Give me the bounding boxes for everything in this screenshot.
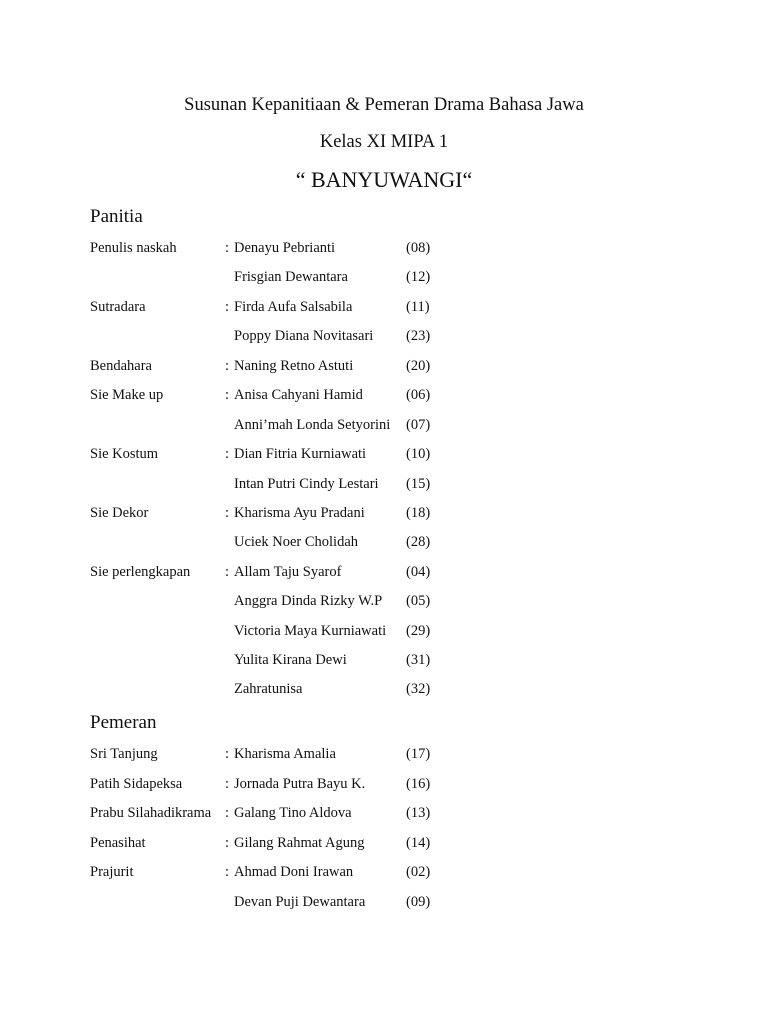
panitia-row (0, 355, 768, 377)
panitia-row (0, 266, 768, 288)
colon: : (225, 358, 230, 374)
colon: : (225, 240, 230, 256)
member-name: Devan Puji Dewantara (234, 894, 366, 910)
member-number: (12) (406, 269, 431, 285)
member-name: Denayu Pebrianti (234, 240, 336, 256)
member-number: (07) (406, 417, 431, 433)
member-number: (11) (406, 299, 430, 315)
member-number: (05) (406, 593, 431, 609)
member-number: (29) (406, 623, 431, 639)
panitia-row (0, 590, 768, 612)
role-label: Sie perlengkapan (90, 564, 191, 580)
member-name: Anggra Dinda Rizky W.P (234, 593, 383, 609)
member-number: (20) (406, 358, 431, 374)
panitia-row (0, 561, 768, 583)
panitia-row (0, 296, 768, 318)
member-number: (31) (406, 652, 431, 668)
section-heading-pemeran: Pemeran (90, 712, 157, 733)
member-name: Naning Retno Astuti (234, 358, 354, 374)
colon: : (225, 446, 230, 462)
pemeran-row (0, 861, 768, 883)
role-label: Sutradara (90, 299, 146, 315)
member-name: Victoria Maya Kurniawati (234, 623, 387, 639)
member-name: Kharisma Ayu Pradani (234, 505, 365, 521)
member-number: (16) (406, 776, 431, 792)
panitia-row (0, 384, 768, 406)
section-heading-panitia: Panitia (90, 206, 143, 227)
member-number: (04) (406, 564, 431, 580)
member-number: (14) (406, 835, 431, 851)
panitia-row (0, 502, 768, 524)
member-name: Allam Taju Syarof (234, 564, 342, 580)
colon: : (225, 387, 230, 403)
member-name: Frisgian Dewantara (234, 269, 348, 285)
member-name: Uciek Noer Cholidah (234, 534, 359, 550)
colon: : (225, 776, 230, 792)
role-label: Penulis naskah (90, 240, 177, 256)
member-number: (10) (406, 446, 431, 462)
role-label: Sie Make up (90, 387, 164, 403)
role-label: Sie Dekor (90, 505, 149, 521)
panitia-row (0, 473, 768, 495)
member-name: Intan Putri Cindy Lestari (234, 476, 379, 492)
colon: : (225, 505, 230, 521)
colon: : (225, 864, 230, 880)
member-name: Zahratunisa (234, 681, 303, 697)
member-name: Kharisma Amalia (234, 746, 336, 762)
member-name: Jornada Putra Bayu K. (234, 776, 366, 792)
member-number: (13) (406, 805, 431, 821)
member-name: Anni’mah Londa Setyorini (234, 417, 391, 433)
colon: : (225, 299, 230, 315)
colon: : (225, 746, 230, 762)
member-number: (32) (406, 681, 431, 697)
role-label: Penasihat (90, 835, 146, 851)
panitia-row (0, 531, 768, 553)
member-number: (08) (406, 240, 431, 256)
member-name: Gilang Rahmat Agung (234, 835, 365, 851)
member-name: Galang Tino Aldova (234, 805, 352, 821)
pemeran-row (0, 802, 768, 824)
role-label: Sri Tanjung (90, 746, 158, 762)
pemeran-row (0, 743, 768, 765)
pemeran-row (0, 832, 768, 854)
member-name: Anisa Cahyani Hamid (234, 387, 363, 403)
panitia-row (0, 325, 768, 347)
panitia-row (0, 414, 768, 436)
role-label: Prabu Silahadikrama (90, 805, 212, 821)
member-name: Yulita Kirana Dewi (234, 652, 347, 668)
panitia-row (0, 649, 768, 671)
member-number: (23) (406, 328, 431, 344)
role-label: Patih Sidapeksa (90, 776, 183, 792)
member-number: (18) (406, 505, 431, 521)
panitia-row (0, 443, 768, 465)
member-name: Ahmad Doni Irawan (234, 864, 354, 880)
member-number: (02) (406, 864, 431, 880)
panitia-row (0, 237, 768, 259)
panitia-row (0, 678, 768, 700)
member-name: Firda Aufa Salsabila (234, 299, 353, 315)
role-label: Prajurit (90, 864, 134, 880)
pemeran-row (0, 773, 768, 795)
pemeran-row (0, 891, 768, 913)
member-number: (09) (406, 894, 431, 910)
colon: : (225, 835, 230, 851)
member-number: (15) (406, 476, 431, 492)
colon: : (225, 805, 230, 821)
panitia-row (0, 620, 768, 642)
role-label: Bendahara (90, 358, 152, 374)
colon: : (225, 564, 230, 580)
member-number: (28) (406, 534, 431, 550)
member-number: (17) (406, 746, 431, 762)
document-title: Susunan Kepanitiaan & Pemeran Drama Bahasa Jawa (184, 95, 584, 115)
member-name: Dian Fitria Kurniawati (234, 446, 367, 462)
drama-title: “ BANYUWANGI“ (295, 167, 473, 192)
member-name: Poppy Diana Novitasari (234, 328, 374, 344)
role-label: Sie Kostum (90, 446, 159, 462)
class-title: Kelas XI MIPA 1 (319, 132, 449, 152)
member-number: (06) (406, 387, 431, 403)
